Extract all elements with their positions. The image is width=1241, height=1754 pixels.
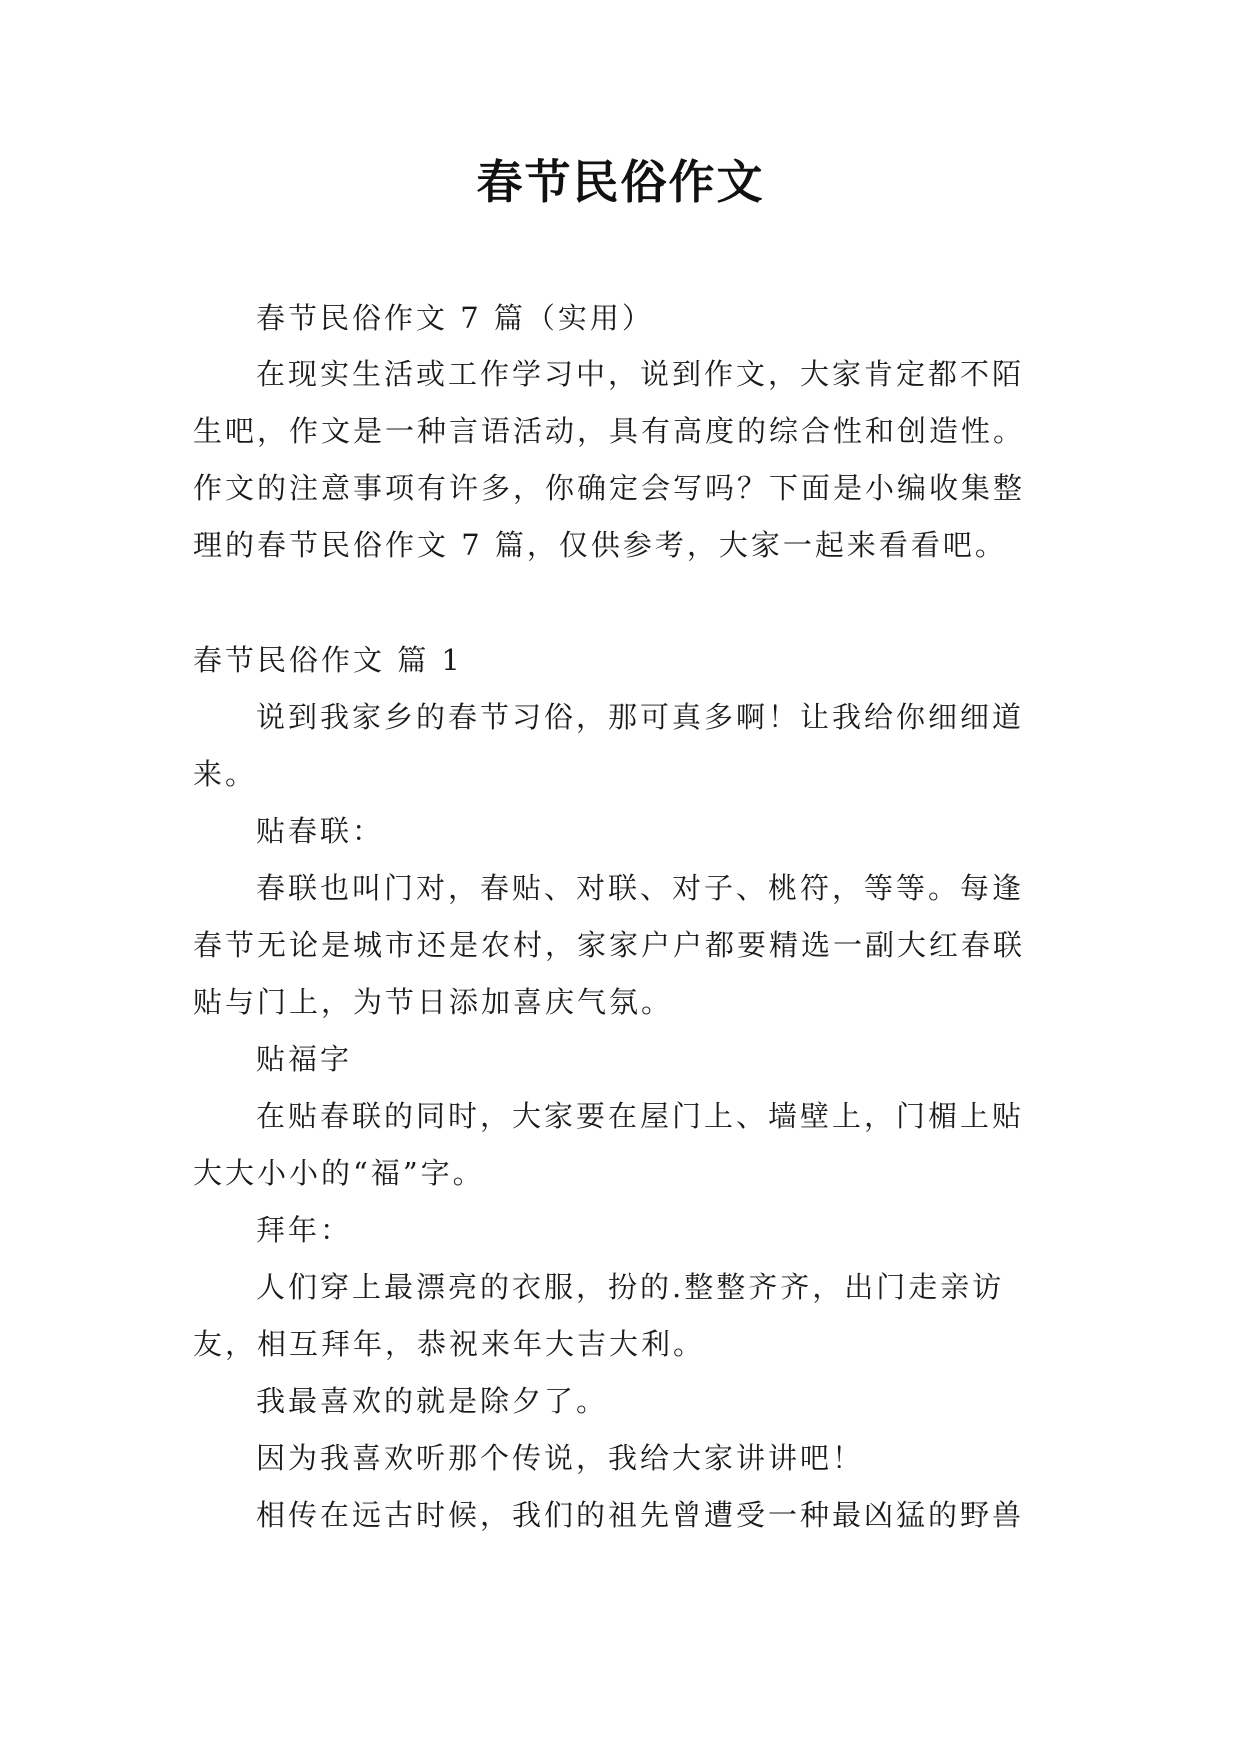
intro-line: 生吧，作文是一种言语活动，具有高度的综合性和创造性。 — [193, 414, 1026, 448]
intro-line: 在现实生活或工作学习中，说到作文，大家肯定都不陌 — [256, 357, 1025, 391]
body-line: 拜年： — [256, 1213, 353, 1247]
body-line: 因为我喜欢听那个传说，我给大家讲讲吧！ — [256, 1441, 865, 1475]
intro-line: 理的春节民俗作文 7 篇，仅供参考，大家一起来看看吧。 — [193, 528, 1007, 562]
body-line: 说到我家乡的春节习俗，那可真多啊！让我给你细细道 — [256, 700, 1025, 734]
body-line: 贴春联： — [256, 814, 385, 848]
body-line: 春联也叫门对，春贴、对联、对子、桃符，等等。每逢 — [256, 871, 1025, 905]
body-line: 我最喜欢的就是除夕了。 — [256, 1384, 609, 1418]
body-line: 春节无论是城市还是农村，家家户户都要精选一副大红春联 — [193, 928, 1026, 962]
body-line: 大大小小的“福”字。 — [193, 1156, 485, 1190]
body-line: 贴与门上，为节日添加喜庆气氛。 — [193, 985, 674, 1019]
subtitle-line: 春节民俗作文 7 篇（实用） — [256, 301, 654, 335]
intro-line: 作文的注意事项有许多，你确定会写吗？下面是小编收集整 — [193, 471, 1026, 505]
body-line: 人们穿上最漂亮的衣服，扮的.整整齐齐，出门走亲访 — [256, 1270, 1005, 1304]
body-line: 友，相互拜年，恭祝来年大吉大利。 — [193, 1327, 706, 1361]
body-line: 相传在远古时候，我们的祖先曾遭受一种最凶猛的野兽 — [256, 1498, 1025, 1532]
body-line: 来。 — [193, 757, 258, 791]
body-line: 贴福字 — [256, 1042, 353, 1076]
section-heading: 春节民俗作文 篇 1 — [193, 643, 463, 677]
document-title: 春节民俗作文 — [476, 155, 765, 209]
body-line: 在贴春联的同时，大家要在屋门上、墙壁上，门楣上贴 — [256, 1099, 1025, 1133]
